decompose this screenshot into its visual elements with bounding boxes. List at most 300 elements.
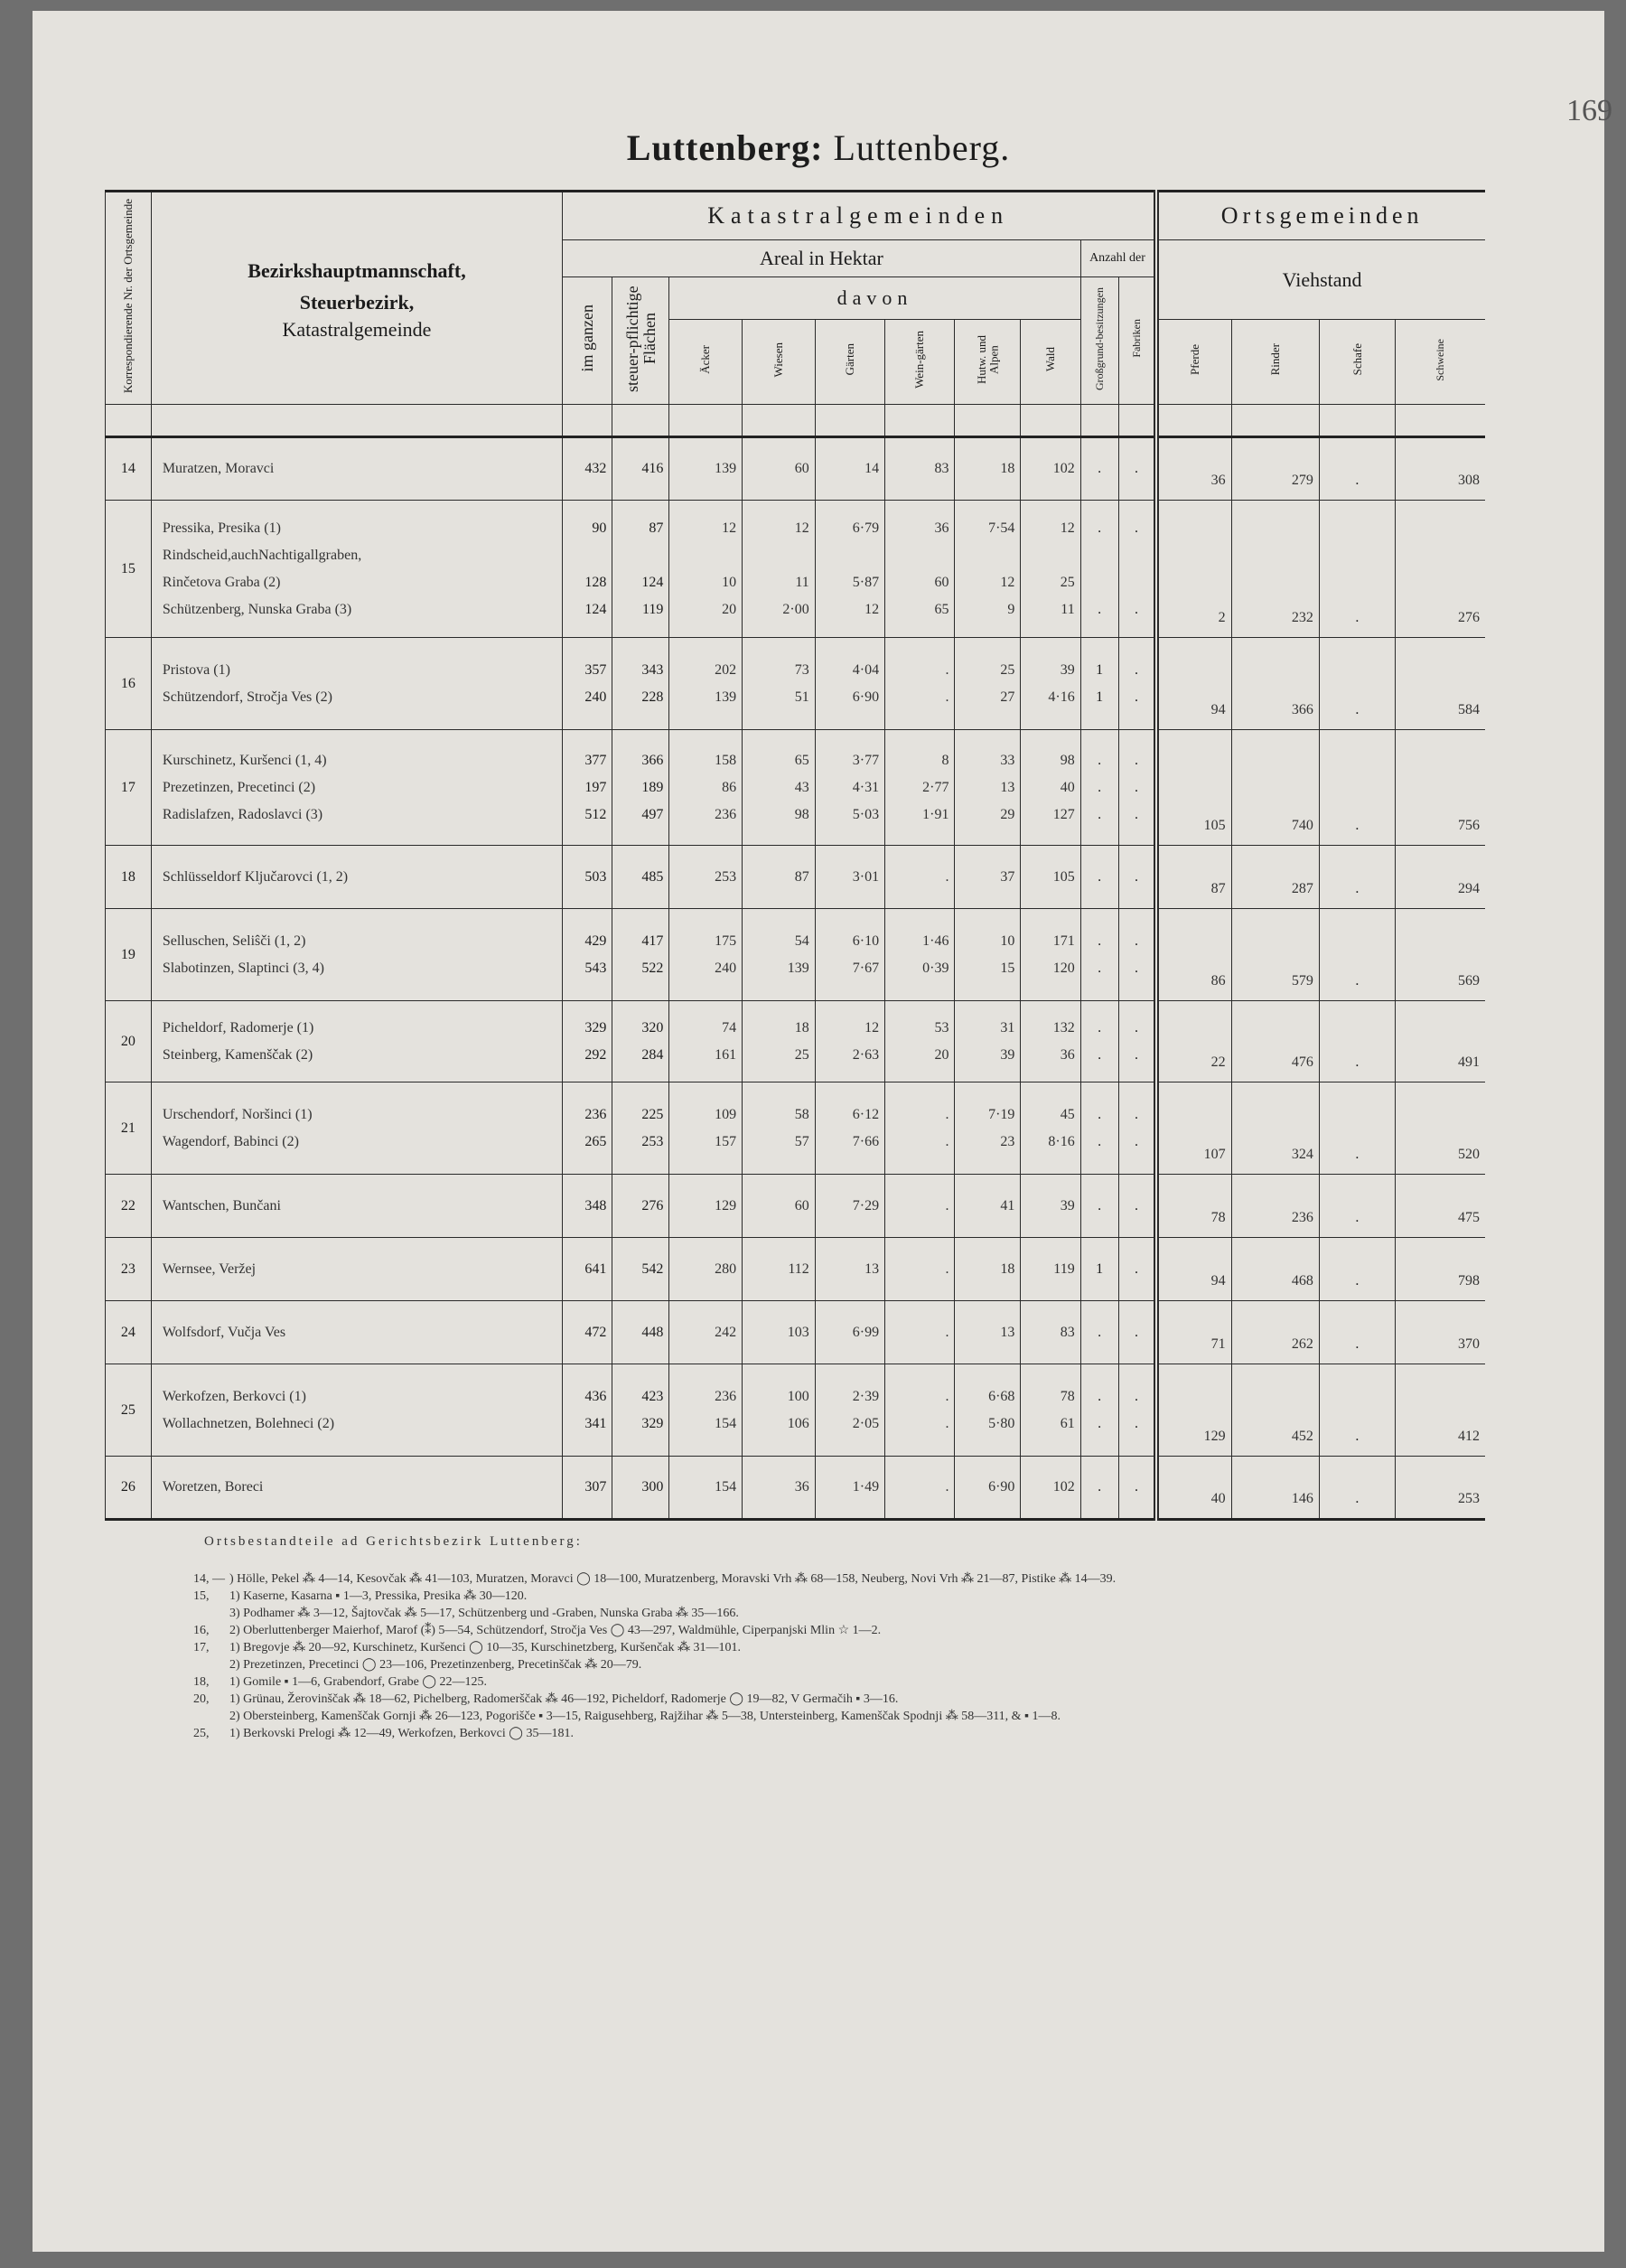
value-gaerten: 6·99 [852, 1324, 880, 1340]
value-wiesen: 103 [787, 1324, 809, 1340]
value-gaerten: 3·01 [852, 868, 880, 885]
value-wiesen: 60 [794, 1197, 809, 1214]
value-wald [1021, 542, 1074, 569]
cell-schafe: . [1319, 1082, 1395, 1175]
cell-wald [1021, 846, 1080, 909]
value-wein: . [945, 1197, 949, 1214]
cell-rinder: 468 [1231, 1238, 1319, 1301]
value-steuer: 189 [641, 779, 664, 795]
cell-wald [1021, 501, 1080, 638]
footnote-text: 1) Kaserne, Kasarna ▪ 1—3, Pressika, Presika ⁂ 30—120. [229, 1589, 528, 1603]
cell-fabr [1118, 846, 1156, 909]
value-hutw: 13 [1000, 1324, 1015, 1340]
value-wald: 4·16 [1048, 689, 1075, 705]
cell-schafe: . [1319, 1175, 1395, 1238]
cell-gaerten [815, 1364, 884, 1457]
value-acker: 10 [722, 574, 737, 590]
cell-rinder: 262 [1231, 1301, 1319, 1364]
table-row [106, 1457, 1486, 1520]
value-fabr: . [1134, 461, 1138, 476]
table-row [106, 1238, 1486, 1301]
header-name: Bezirkshauptmannschaft, Steuerbezirk, Katastralgemeinde [151, 192, 562, 405]
value-gaerten: 3·77 [852, 752, 880, 768]
row-name [151, 1082, 562, 1175]
value-wald: 8·16 [1048, 1133, 1075, 1149]
value-hutw: 18 [1000, 461, 1015, 476]
cell-schafe: . [1319, 1001, 1395, 1082]
cell-schafe: . [1319, 1457, 1395, 1520]
value-gaerten: 6·10 [852, 933, 880, 949]
table-row [106, 730, 1486, 846]
value-wein: 60 [934, 574, 949, 590]
cell-hutw [955, 1001, 1021, 1082]
value-gross: . [1098, 806, 1102, 822]
table-row [106, 846, 1486, 909]
footnote [193, 1588, 1485, 1605]
value-acker [669, 542, 736, 569]
row-number: 24 [106, 1301, 152, 1364]
value-steuer: 320 [641, 1019, 664, 1036]
value-fabr: . [1134, 752, 1138, 768]
value-fabr: . [1134, 868, 1138, 885]
cell-schweine: 569 [1395, 909, 1485, 1001]
value-wald: 83 [1060, 1324, 1075, 1340]
footnotes-title: Ortsbestandteile ad Gerichtsbezirk Luttenberg: [204, 1534, 583, 1549]
value-acker: 157 [715, 1133, 737, 1149]
katastralgemeinde-name: Urschendorf, Noršinci (1) [162, 1106, 313, 1122]
footnote-text: ) Hölle, Pekel ⁂ 4—14, Kesovčak ⁂ 41—103, Muratzen, Moravci ◯ 18—100, Muratzenberg, Moravski Vrh ⁂ 68—158, Neuberg, Novi Vrh ⁂ 21—87, Pistike ⁂ 14—39. [229, 1572, 1117, 1586]
table-row [106, 1364, 1486, 1457]
value-hutw: 7·19 [988, 1106, 1015, 1122]
cell-schweine: 756 [1395, 730, 1485, 846]
value-fabr: . [1134, 806, 1138, 822]
value-hutw: 9 [1007, 601, 1015, 617]
cell-wald [1021, 1082, 1080, 1175]
value-wald: 105 [1052, 868, 1075, 885]
value-ganzen: 348 [584, 1197, 607, 1214]
cell-wald [1021, 1001, 1080, 1082]
footnote-number: 25, [193, 1727, 210, 1740]
value-ganzen: 307 [584, 1479, 607, 1495]
value-fabr: . [1134, 1324, 1138, 1340]
cell-fabr [1118, 1001, 1156, 1082]
footnote-number [193, 1708, 229, 1725]
value-wald: 102 [1052, 1479, 1075, 1495]
cell-acker [669, 1457, 743, 1520]
value-acker: 253 [715, 868, 737, 885]
value-wiesen: 98 [794, 806, 809, 822]
value-ganzen: 503 [584, 868, 607, 885]
header-fabriken: Fabriken [1118, 277, 1156, 405]
value-acker: 161 [715, 1046, 737, 1063]
value-hutw: 23 [1000, 1133, 1015, 1149]
value-steuer: 119 [641, 601, 664, 617]
header-rinder: Rinder [1231, 320, 1319, 405]
cell-wald [1021, 1175, 1080, 1238]
cell-schafe: . [1319, 1364, 1395, 1457]
cell-fabr [1118, 1082, 1156, 1175]
value-fabr: . [1134, 1046, 1138, 1063]
value-wald: 98 [1060, 752, 1075, 768]
cell-fabr [1118, 1301, 1156, 1364]
cell-schweine: 584 [1395, 638, 1485, 730]
value-ganzen: 357 [584, 661, 607, 678]
cell-ganzen [563, 1301, 612, 1364]
footnote-number [193, 1605, 229, 1622]
value-wein: 2·77 [922, 779, 949, 795]
table-row [106, 1001, 1486, 1082]
footnote-text: 3) Podhamer ⁂ 3—12, Šajtovčak ⁂ 5—17, Schützenberg und -Graben, Nunska Graba ⁂ 35—166. [229, 1607, 739, 1620]
cell-wiesen [743, 1238, 816, 1301]
cell-wald [1021, 1301, 1080, 1364]
row-number: 25 [106, 1364, 152, 1457]
value-wiesen: 58 [794, 1106, 809, 1122]
cell-steuer [612, 1301, 669, 1364]
cell-pferde: 94 [1156, 638, 1231, 730]
cell-rinder: 579 [1231, 909, 1319, 1001]
table-row [106, 501, 1486, 638]
value-wald: 78 [1060, 1388, 1075, 1404]
value-fabr: . [1134, 1415, 1138, 1431]
header-steuer: steuer-pflichtige Flächen [612, 277, 669, 405]
footnotes [193, 1533, 1485, 1742]
cell-ganzen [563, 1238, 612, 1301]
value-gross: . [1098, 1106, 1102, 1122]
value-wein: . [945, 661, 949, 678]
cell-wiesen [743, 1001, 816, 1082]
katastralgemeinde-name: Woretzen, Boreci [162, 1479, 264, 1495]
value-gross: . [1098, 1415, 1102, 1431]
value-acker: 139 [715, 689, 737, 705]
value-wiesen: 100 [787, 1388, 809, 1404]
cell-ganzen [563, 501, 612, 638]
value-wald: 11 [1061, 601, 1075, 617]
value-wein: 0·39 [922, 960, 949, 976]
value-steuer: 284 [641, 1046, 664, 1063]
cell-gross [1080, 1238, 1118, 1301]
cell-schweine: 308 [1395, 437, 1485, 501]
header-weingaerten: Wein-gärten [885, 320, 955, 405]
value-gaerten: 1·49 [852, 1479, 880, 1495]
header-im-ganzen: im ganzen [563, 277, 612, 405]
cell-hutw [955, 638, 1021, 730]
value-fabr: . [1134, 1197, 1138, 1214]
value-hutw: 10 [1000, 933, 1015, 949]
value-gaerten: 7·67 [852, 960, 880, 976]
cell-hutw [955, 501, 1021, 638]
footnote-number: 20, [193, 1692, 210, 1706]
value-wald: 171 [1052, 933, 1075, 949]
header-areal: Areal in Hektar [563, 240, 1081, 277]
cell-hutw [955, 1082, 1021, 1175]
page-title-regular: Luttenberg. [833, 127, 1011, 168]
value-wiesen: 87 [794, 868, 809, 885]
value-gaerten: 2·39 [852, 1388, 880, 1404]
cell-wiesen [743, 437, 816, 501]
footnote-number: 18, [193, 1675, 210, 1689]
katastralgemeinde-name: Wernsee, Veržej [162, 1261, 257, 1277]
value-steuer: 423 [641, 1388, 664, 1404]
value-gaerten: 7·29 [852, 1197, 880, 1214]
value-gross: . [1098, 1019, 1102, 1036]
cell-wiesen [743, 501, 816, 638]
value-steuer: 228 [641, 689, 664, 705]
row-number: 26 [106, 1457, 152, 1520]
value-wiesen: 106 [787, 1415, 809, 1431]
value-hutw: 29 [1000, 806, 1015, 822]
katastralgemeinde-name: Picheldorf, Radomerje (1) [162, 1019, 314, 1036]
value-gross: . [1098, 461, 1102, 476]
value-ganzen: 265 [584, 1133, 607, 1149]
value-gaerten: 2·63 [852, 1046, 880, 1063]
value-wein: . [945, 1324, 949, 1340]
cell-pferde: 71 [1156, 1301, 1231, 1364]
value-gross: . [1098, 1324, 1102, 1340]
value-acker: 175 [715, 933, 737, 949]
value-hutw: 31 [1000, 1019, 1015, 1036]
value-fabr: . [1134, 960, 1138, 976]
cell-hutw [955, 1175, 1021, 1238]
value-acker: 154 [715, 1479, 737, 1495]
value-gross: . [1098, 1046, 1102, 1063]
cell-wald [1021, 1457, 1080, 1520]
value-wald: 25 [1060, 574, 1075, 590]
value-steuer: 448 [641, 1324, 664, 1340]
value-steuer: 300 [641, 1479, 664, 1495]
cell-fabr [1118, 638, 1156, 730]
cell-acker [669, 1364, 743, 1457]
footnote [193, 1708, 1485, 1725]
row-number: 17 [106, 730, 152, 846]
cell-hutw [955, 437, 1021, 501]
value-fabr [1119, 542, 1154, 569]
footnote [193, 1656, 1485, 1673]
cell-wald [1021, 1238, 1080, 1301]
cell-hutw [955, 1457, 1021, 1520]
cell-schafe: . [1319, 437, 1395, 501]
header-gross: Großgrund-besitzungen [1080, 277, 1118, 405]
value-wiesen: 54 [794, 933, 809, 949]
cell-wein [885, 501, 955, 638]
cell-ganzen [563, 1001, 612, 1082]
footnote-number [193, 1656, 229, 1673]
value-ganzen: 377 [584, 752, 607, 768]
row-number: 22 [106, 1175, 152, 1238]
cell-pferde: 129 [1156, 1364, 1231, 1457]
cell-schweine: 491 [1395, 1001, 1485, 1082]
value-wald: 36 [1060, 1046, 1075, 1063]
cell-schweine: 520 [1395, 1082, 1485, 1175]
footnote [193, 1605, 1485, 1622]
cell-ganzen [563, 1457, 612, 1520]
header-schafe: Schafe [1319, 320, 1395, 405]
cell-gaerten [815, 846, 884, 909]
footnote-text: 1) Gomile ▪ 1—6, Grabendorf, Grabe ◯ 22—125. [229, 1675, 488, 1689]
cell-fabr [1118, 1238, 1156, 1301]
header-wald: Wald [1021, 320, 1080, 405]
value-steuer: 542 [641, 1261, 664, 1277]
cell-steuer [612, 1457, 669, 1520]
value-hutw: 15 [1000, 960, 1015, 976]
katastralgemeinde-name: Rinčetova Graba (2) [162, 574, 281, 590]
value-gross: . [1098, 868, 1102, 885]
value-gaerten: 2·05 [852, 1415, 880, 1431]
cell-acker [669, 1238, 743, 1301]
row-name [151, 1238, 562, 1301]
value-hutw: 5·80 [988, 1415, 1015, 1431]
cell-gross [1080, 638, 1118, 730]
value-wein [885, 542, 948, 569]
value-gross: . [1098, 752, 1102, 768]
value-acker: 154 [715, 1415, 737, 1431]
cell-wein [885, 1457, 955, 1520]
cell-ganzen [563, 730, 612, 846]
value-wein: 20 [934, 1046, 949, 1063]
cell-gaerten [815, 501, 884, 638]
value-gaerten: 12 [864, 601, 880, 617]
cell-fabr [1118, 730, 1156, 846]
cell-ganzen [563, 1082, 612, 1175]
cell-rinder: 740 [1231, 730, 1319, 846]
value-ganzen: 329 [584, 1019, 607, 1036]
footnote-number: 17, [193, 1641, 210, 1654]
value-wald: 39 [1060, 661, 1075, 678]
value-wein: 53 [934, 1019, 949, 1036]
cell-wald [1021, 909, 1080, 1001]
value-gross: . [1098, 1197, 1102, 1214]
header-wiesen: Wiesen [743, 320, 816, 405]
cell-acker [669, 638, 743, 730]
value-wiesen: 25 [794, 1046, 809, 1063]
value-gross: 1 [1096, 689, 1104, 705]
value-steuer: 497 [641, 806, 664, 822]
katastralgemeinde-name: Steinberg, Kamenščak (2) [162, 1046, 313, 1063]
cell-pferde: 78 [1156, 1175, 1231, 1238]
page-title-bold: Luttenberg: [626, 127, 824, 168]
cell-gaerten [815, 1001, 884, 1082]
row-name [151, 501, 562, 638]
cell-steuer [612, 638, 669, 730]
cell-pferde: 22 [1156, 1001, 1231, 1082]
value-fabr: . [1134, 1133, 1138, 1149]
cell-gross [1080, 909, 1118, 1001]
footnote-number: 15, [193, 1589, 210, 1603]
cell-wein [885, 909, 955, 1001]
value-hutw: 12 [1000, 574, 1015, 590]
cell-gaerten [815, 437, 884, 501]
value-wald: 39 [1060, 1197, 1075, 1214]
cell-schweine: 294 [1395, 846, 1485, 909]
footnote [193, 1639, 1485, 1656]
value-acker: 242 [715, 1324, 737, 1340]
cell-hutw [955, 1301, 1021, 1364]
header-schweine: Schweine [1395, 320, 1485, 405]
header-ortsgemeinden: Ortsgemeinden [1156, 192, 1485, 240]
value-hutw: 41 [1000, 1197, 1015, 1214]
page [33, 11, 1612, 2252]
footnote-text: 1) Grünau, Žerovinščak ⁂ 18—62, Pichelberg, Radomerščak ⁂ 46—192, Picheldorf, Radomerje ◯ 19—82, V Germačih ▪ 3—16. [229, 1692, 899, 1706]
value-fabr [1119, 569, 1154, 596]
cell-pferde: 105 [1156, 730, 1231, 846]
row-name [151, 1364, 562, 1457]
value-gross [1081, 542, 1118, 569]
cell-gaerten [815, 1301, 884, 1364]
cell-acker [669, 1175, 743, 1238]
header-anzahl: Anzahl der [1080, 240, 1156, 277]
cell-rinder: 236 [1231, 1175, 1319, 1238]
header-nr: Korrespondierende Nr. der Ortsgemeinde [106, 192, 152, 405]
cell-rinder: 287 [1231, 846, 1319, 909]
katastralgemeinde-name: Wantschen, Bunčani [162, 1197, 281, 1214]
value-ganzen: 90 [592, 520, 607, 536]
value-steuer: 225 [641, 1106, 664, 1122]
cell-acker [669, 730, 743, 846]
cell-schafe: . [1319, 638, 1395, 730]
footnote [193, 1673, 1485, 1691]
value-acker: 236 [715, 1388, 737, 1404]
value-ganzen: 472 [584, 1324, 607, 1340]
cell-gross [1080, 730, 1118, 846]
cell-schweine: 475 [1395, 1175, 1485, 1238]
table-row [106, 1082, 1486, 1175]
row-number: 19 [106, 909, 152, 1001]
cell-schweine: 412 [1395, 1364, 1485, 1457]
cell-schafe: . [1319, 501, 1395, 638]
cell-wald [1021, 638, 1080, 730]
value-wiesen: 2·00 [782, 601, 809, 617]
table-row [106, 638, 1486, 730]
value-gaerten: 7·66 [852, 1133, 880, 1149]
cell-wald [1021, 730, 1080, 846]
footnote-text: 2) Obersteinberg, Kamenščak Gornji ⁂ 26—123, Pogorišče ▪ 3—15, Raigusehberg, Rajžihar ⁂ 5—38, Untersteinberg, Kamenščak Spodnji ⁂ 58—311, & ▪ 1—8. [229, 1710, 1061, 1723]
cell-hutw [955, 730, 1021, 846]
katastralgemeinde-name: Werkofzen, Berkovci (1) [162, 1388, 306, 1404]
cell-wein [885, 1082, 955, 1175]
value-ganzen: 292 [584, 1046, 607, 1063]
cell-schafe: . [1319, 846, 1395, 909]
cell-steuer [612, 1238, 669, 1301]
cell-wein [885, 1001, 955, 1082]
value-steuer: 253 [641, 1133, 664, 1149]
value-steuer: 522 [641, 960, 664, 976]
cell-schweine: 253 [1395, 1457, 1485, 1520]
value-steuer: 87 [649, 520, 664, 536]
value-fabr: . [1134, 601, 1138, 617]
value-wein: 83 [934, 461, 949, 476]
value-wein: . [945, 1261, 949, 1277]
value-fabr: . [1134, 1106, 1138, 1122]
value-wein: . [945, 1415, 949, 1431]
value-steuer: 343 [641, 661, 664, 678]
value-gross: 1 [1096, 1261, 1104, 1277]
value-steuer: 485 [641, 868, 664, 885]
footnote-number: 14, — [193, 1572, 225, 1586]
value-hutw: 6·68 [988, 1388, 1015, 1404]
value-wiesen: 57 [794, 1133, 809, 1149]
cell-schweine: 370 [1395, 1301, 1485, 1364]
cell-acker [669, 501, 743, 638]
cell-wiesen [743, 730, 816, 846]
cell-acker [669, 846, 743, 909]
cell-steuer [612, 846, 669, 909]
value-steuer: 276 [641, 1197, 664, 1214]
cell-fabr [1118, 1364, 1156, 1457]
value-wiesen [743, 542, 809, 569]
value-wald: 45 [1060, 1106, 1075, 1122]
value-gross: . [1098, 601, 1102, 617]
value-gross: . [1098, 960, 1102, 976]
value-hutw: 27 [1000, 689, 1015, 705]
